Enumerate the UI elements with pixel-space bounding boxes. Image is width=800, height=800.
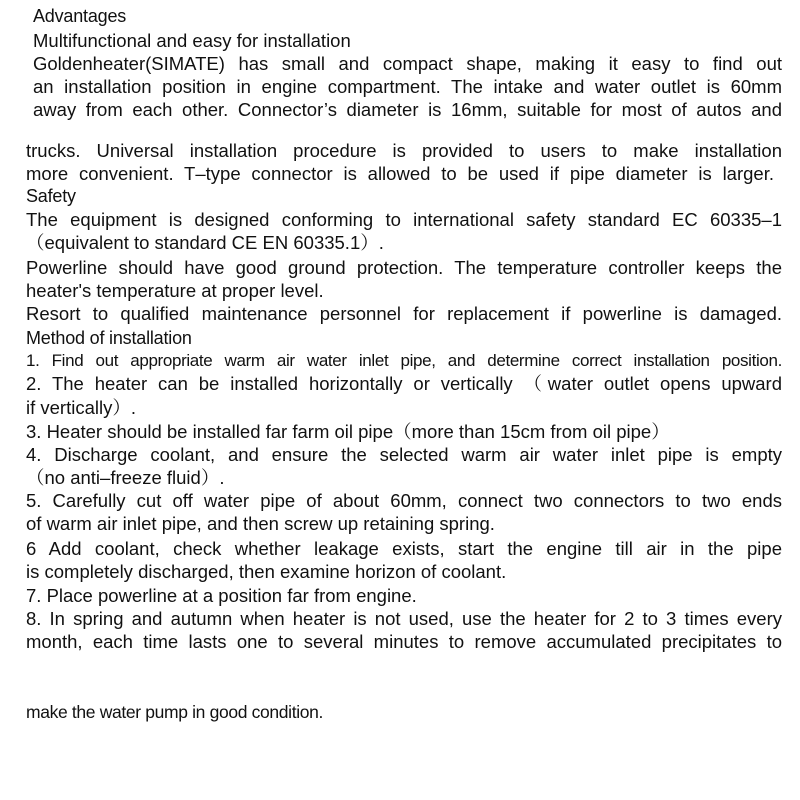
advantages-line: Multifunctional and easy for installation: [33, 30, 351, 51]
safety-heading: Safety: [26, 186, 76, 206]
installation-step: 6 Add coolant, check whether leakage exists, start the engine till air in the pipe: [26, 538, 782, 559]
advantages-line: more convenient. T–type connector is allowed to be used if pipe diameter is larger.: [26, 163, 774, 184]
advantages-line: Goldenheater(SIMATE) has small and compact shape, making it easy to find out: [33, 53, 782, 74]
installation-step: 8. In spring and autumn when heater is not used, use the heater for 2 to 3 times every: [26, 608, 782, 629]
installation-step: is completely discharged, then examine horizon of coolant.: [26, 561, 507, 582]
advantages-line: trucks. Universal installation procedure is provided to users to make installation: [26, 140, 782, 161]
advantages-heading: Advantages: [33, 6, 127, 26]
installation-step: 7. Place powerline at a position far from engine.: [26, 585, 417, 606]
installation-step: 2. The heater can be installed horizontally or vertically （water outlet opens upward: [26, 373, 782, 394]
installation-step: 4. Discharge coolant, and ensure the selected warm air water inlet pipe is empty: [26, 444, 782, 465]
installation-step: 1. Find out appropriate warm air water inlet pipe, and determine correct installation position.: [26, 351, 782, 370]
safety-line: Resort to qualified maintenance personnel for replacement if powerline is damaged.: [26, 303, 782, 324]
installation-step: month, each time lasts one to several minutes to remove accumulated precipitates to: [26, 631, 782, 652]
installation-step: if vertically）.: [26, 397, 136, 418]
installation-step: 3. Heater should be installed far farm oil pipe（more than 15cm from oil pipe）: [26, 421, 670, 442]
installation-step: 5. Carefully cut off water pipe of about 60mm, connect two connectors to two ends: [26, 490, 782, 511]
advantages-line: an installation position in engine compartment. The intake and water outlet is 60mm: [33, 76, 782, 97]
safety-line: The equipment is designed conforming to international safety standard EC 60335–1: [26, 209, 782, 230]
advantages-line: away from each other. Connector’s diameter is 16mm, suitable for most of autos and: [33, 99, 782, 120]
safety-line: （equivalent to standard CE EN 60335.1）.: [26, 232, 384, 253]
safety-line: heater's temperature at proper level.: [26, 280, 324, 301]
installation-step: （no anti–freeze fluid）.: [26, 467, 225, 488]
installation-heading: Method of installation: [26, 328, 192, 348]
installation-step: of warm air inlet pipe, and then screw up retaining spring.: [26, 513, 495, 534]
installation-step: make the water pump in good condition.: [26, 702, 324, 722]
safety-line: Powerline should have good ground protection. The temperature controller keeps the: [26, 257, 782, 278]
